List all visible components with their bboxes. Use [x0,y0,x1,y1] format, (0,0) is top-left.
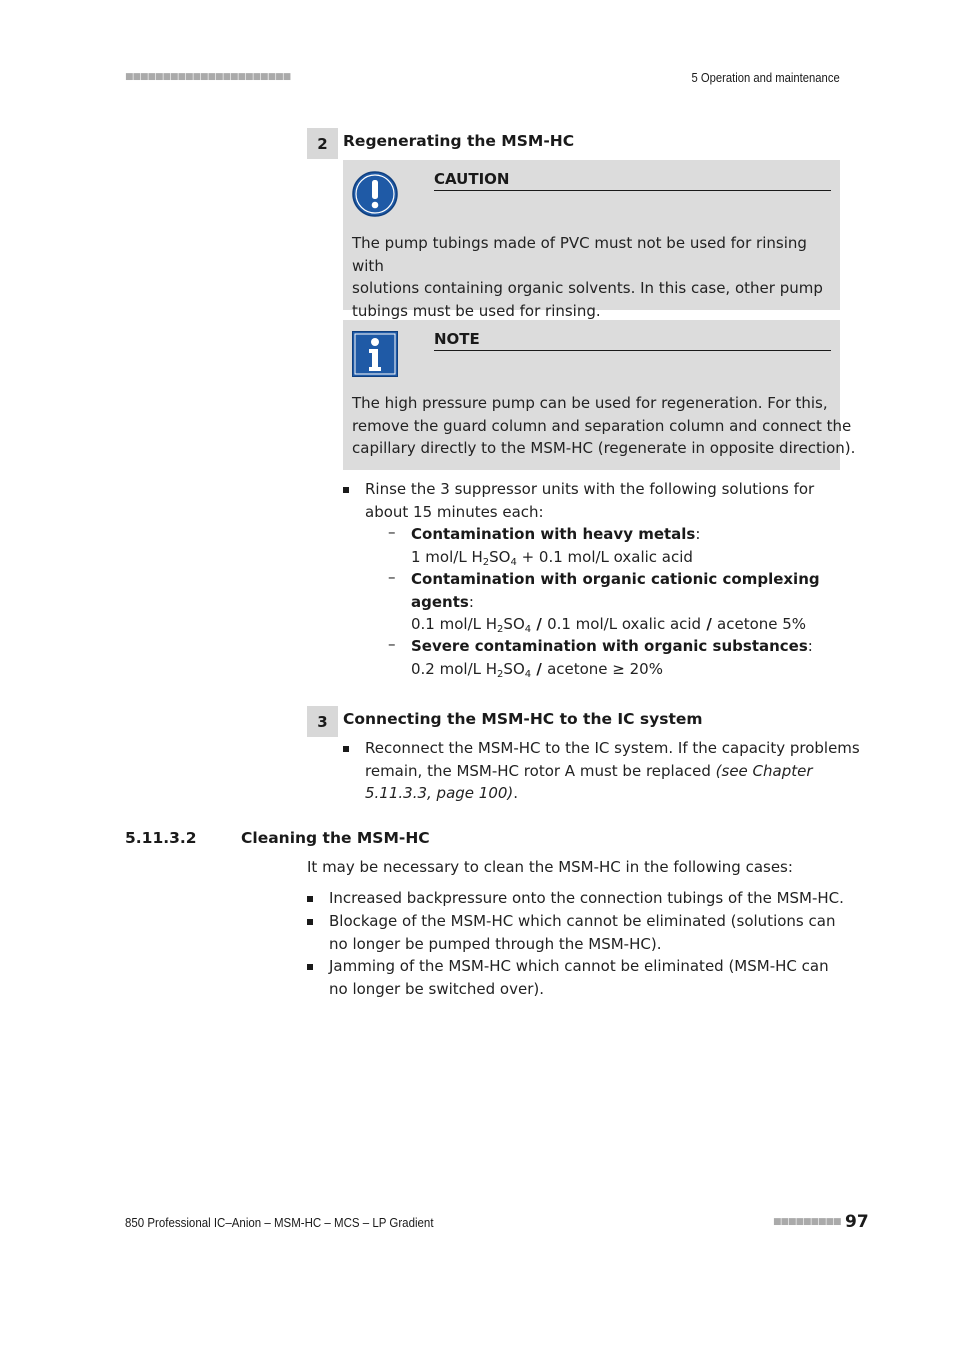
info-icon [352,331,398,377]
chapter-reference: (see Chapter [715,761,813,780]
severe-contamination-item [411,635,813,680]
organic-complexing-item [411,568,820,636]
case-item [329,955,829,1000]
subscript: 2 [482,556,490,568]
bullet-marker [343,487,349,493]
heavy-metals-item [411,523,700,568]
note-line: capillary directly to the MSM-HC (regenerate in opposite direction). [352,439,856,457]
reconnect-line: Reconnect the MSM-HC to the IC system. If the capacity problems [365,739,860,757]
case-line: Blockage of the MSM-HC which cannot be eliminated (solutions can [329,912,836,930]
caution-text [352,232,837,322]
subscript: 4 [524,668,532,680]
organic-complexing-solution [411,613,820,636]
case-item [329,910,835,955]
solution-text: 1 mol/L H [411,547,483,566]
organic-complexing-label: agents [411,592,469,611]
caution-line: The pump tubings made of PVC must not be used for rinsing with [352,234,807,275]
case-line: no longer be pumped through the MSM-HC). [329,934,662,953]
dash-marker: – [388,523,396,541]
step-2-title: Regenerating the MSM-HC [343,132,575,150]
colon: : [807,637,813,655]
colon: : [468,592,474,611]
severe-contamination-solution [411,658,813,681]
separator: / [531,615,548,633]
subscript: 4 [524,624,532,635]
solution-text: 0.1 mol/L oxalic acid [547,615,702,633]
colon: : [695,525,701,543]
severe-contamination-label: Severe contamination with organic substances [411,637,808,655]
rinse-line: about 15 minutes each: [365,502,544,521]
caution-line: solutions containing organic solvents. In this case, other pump [352,279,823,297]
solution-text: 0.2 mol/L H [411,659,498,678]
dash-marker: – [388,568,396,586]
period: . [513,784,519,802]
bullet-marker [307,919,313,925]
note-title: NOTE [434,330,831,351]
heavy-metals-solution [411,546,700,569]
separator: / [531,659,548,678]
solution-text: + 0.1 mol/L oxalic acid [516,547,693,566]
exclamation-icon [352,171,398,217]
caution-title: CAUTION [434,170,831,191]
note-text [352,392,856,460]
solution-text: SO [489,547,511,566]
case-line: no longer be switched over). [329,979,544,998]
subscript: 2 [497,624,504,635]
case-item [329,887,844,910]
note-line: remove the guard column and separation column and connect the [352,416,852,435]
step-3-title: Connecting the MSM-HC to the IC system [343,710,703,728]
header-decoration: ■■■■■■■■■■■■■■■■■■■■■■ [125,72,291,82]
solution-text: acetone 5% [717,615,807,633]
bullet-marker [343,746,349,752]
caution-line: tubings must be used for rinsing. [352,301,601,320]
case-line: Jamming of the MSM-HC which cannot be eliminated (MSM-HC can [329,957,829,975]
section-intro: It may be necessary to clean the MSM-HC in the following cases: [307,858,793,876]
reconnect-instruction [365,737,860,805]
solution-text: SO [503,615,525,633]
subscript: 4 [510,556,517,568]
note-box [343,320,856,470]
dash-marker: – [388,635,396,653]
section-number: 5.11.3.2 [125,829,197,847]
caution-box [343,160,840,320]
footer-document-title: 850 Professional IC–Anion – MSM-HC – MCS – LP Gradient [125,1216,434,1230]
solution-text: 0.1 mol/L H [411,615,498,633]
solution-text: SO [503,659,525,678]
bullet-marker [307,964,313,970]
note-line: The high pressure pump can be used for regeneration. For this, [352,394,828,412]
chapter-reference: 5.11.3.3, page 100) [365,784,514,802]
footer-decoration: ■■■■■■■■■ [773,1217,841,1227]
reconnect-text: remain, the MSM-HC rotor A must be replaced [365,761,716,780]
rinse-line: Rinse the 3 suppressor units with the following solutions for [365,480,815,498]
heavy-metals-label: Contamination with heavy metals [411,525,696,543]
subscript: 2 [497,668,504,680]
organic-complexing-label: Contamination with organic cationic complexing [411,570,820,588]
solution-text: acetone ≥ 20% [547,659,663,678]
section-title: Cleaning the MSM-HC [241,829,430,847]
bullet-marker [307,896,313,902]
case-line: Increased backpressure onto the connection tubings of the MSM-HC. [329,889,844,907]
page-number: 97 [845,1212,869,1232]
rinse-instruction [365,478,814,523]
step-2-number: 2 [307,128,338,159]
header-section-title: 5 Operation and maintenance [691,71,840,85]
separator: / [701,615,718,633]
step-3-number: 3 [307,706,338,737]
